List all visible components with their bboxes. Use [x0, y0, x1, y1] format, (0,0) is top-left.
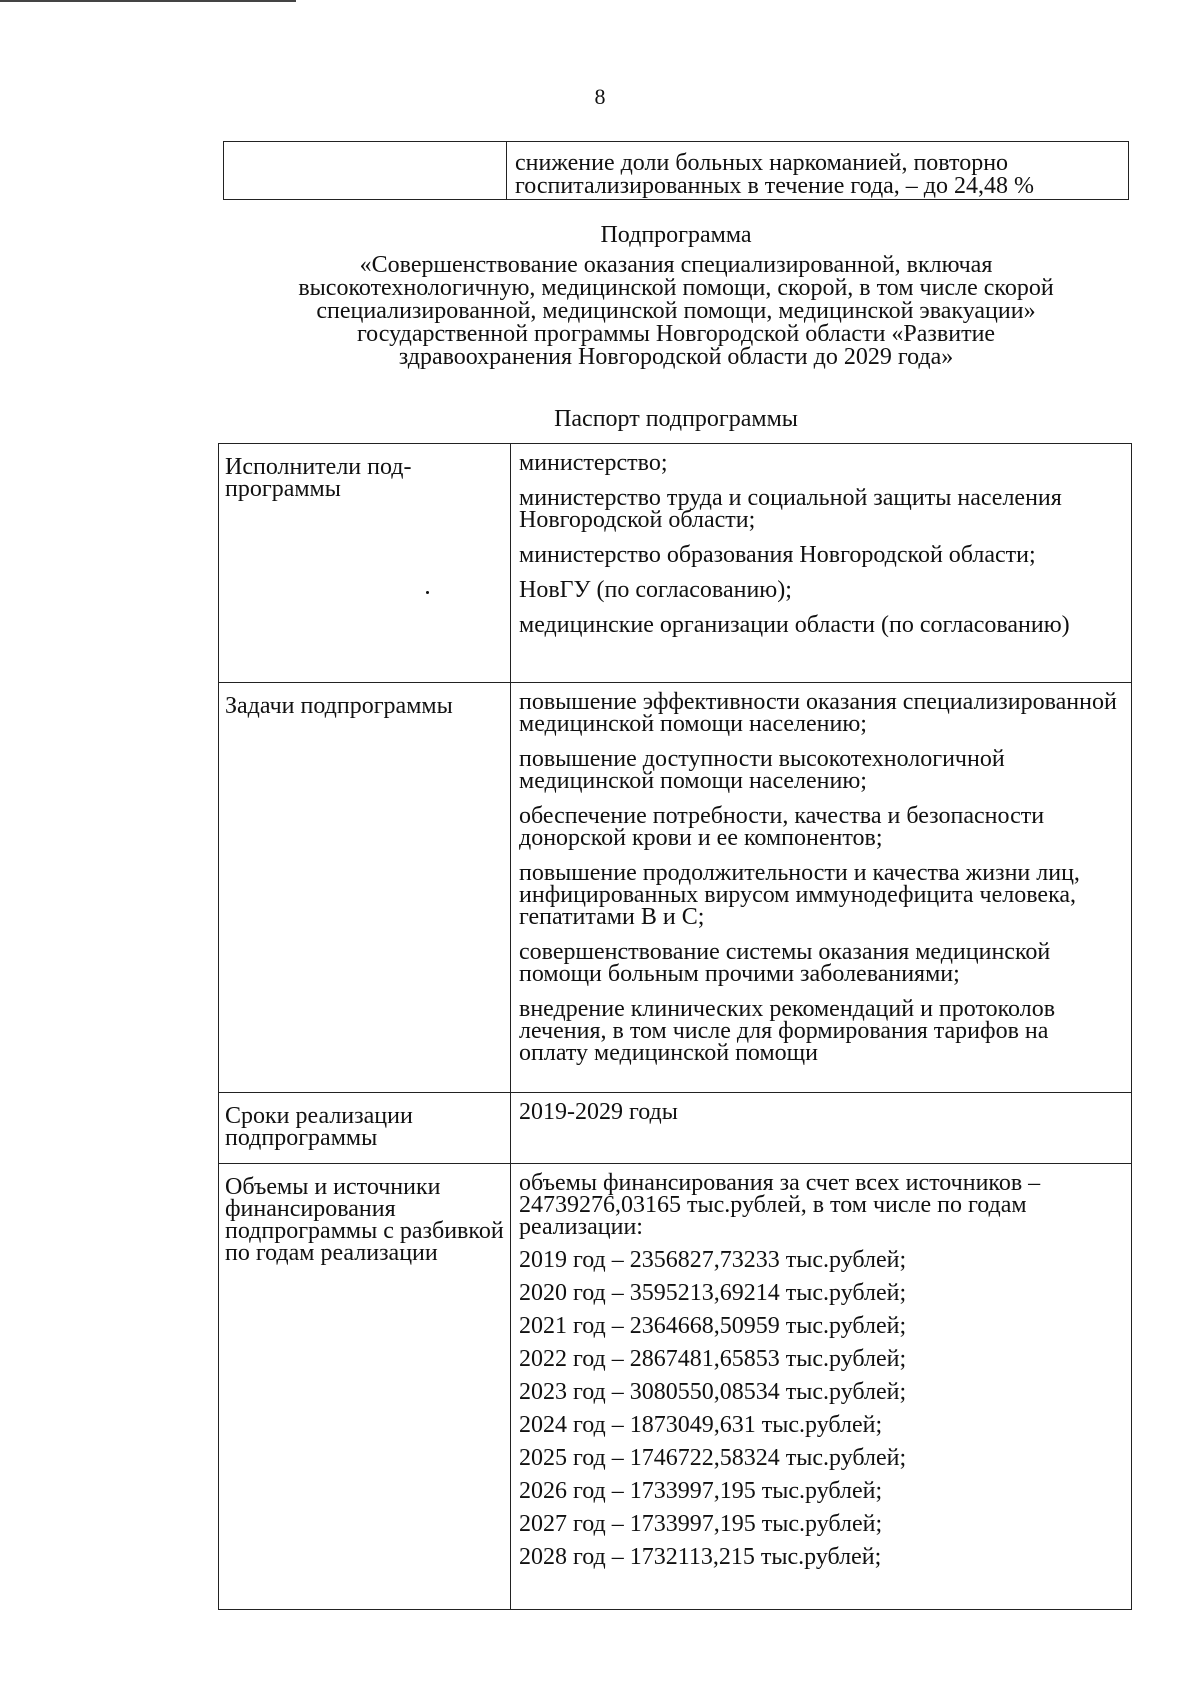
- continuation-table-text-cell: снижение доли больных наркоманией, повторно госпитализированных в течение года, – до 24,48 %: [515, 150, 1035, 199]
- task-item: совершенствование системы оказания медицинской помощи больным прочими заболеваниями;: [519, 939, 1051, 987]
- subprogram-title-line: высокотехнологичную, медицинской помощи, скорой, в том числе скорой: [298, 275, 1054, 301]
- tasks-label: Задачи подпрограммы: [219, 683, 511, 1093]
- executors-label: Исполнители под-программы: [219, 444, 511, 683]
- funding-year-item: 2020 год – 3595213,69214 тыс.рублей;: [519, 1280, 907, 1306]
- funding-year-item: 2019 год – 2356827,73233 тыс.рублей;: [519, 1247, 907, 1273]
- stray-dot: [426, 591, 429, 594]
- executor-item: министерство труда и социальной защиты населения Новгородской области;: [519, 485, 1062, 533]
- subprogram-title-line: специализированной, медицинской помощи, медицинской эвакуации»: [316, 298, 1036, 324]
- subprogram-title-line: «Совершенствование оказания специализированной, включая: [359, 252, 993, 278]
- subprogram-title: [220, 254, 1132, 369]
- task-item: повышение доступности высокотехнологичной медицинской помощи населению;: [519, 746, 1005, 794]
- funding-year-item: 2023 год – 3080550,08534 тыс.рублей;: [519, 1379, 907, 1405]
- passport-row-funding: [219, 1164, 1132, 1610]
- executor-item: НовГУ (по согласованию);: [519, 577, 792, 603]
- page-number: 8: [594, 84, 606, 109]
- terms-label: Сроки реализации подпрограммы: [219, 1093, 511, 1164]
- funding-year-item: 2027 год – 1733997,195 тыс.рублей;: [519, 1511, 883, 1537]
- terms-value: 2019-2029 годы: [519, 1099, 678, 1125]
- passport-table: [218, 443, 1132, 1610]
- continuation-table-empty-cell: [224, 142, 507, 199]
- executor-item: министерство;: [519, 450, 668, 476]
- executors-content: [511, 444, 1132, 683]
- task-item: обеспечение потребности, качества и безопасности донорской крови и ее компонентов;: [519, 803, 1045, 851]
- tasks-content: [511, 683, 1132, 1093]
- subprogram-title-line: здравоохранения Новгородской области до 2029 года»: [398, 344, 954, 370]
- funding-content: [511, 1164, 1132, 1610]
- funding-year-item: 2021 год – 2364668,50959 тыс.рублей;: [519, 1313, 907, 1339]
- passport-title: Паспорт подпрограммы: [554, 406, 798, 432]
- funding-year-item: 2028 год – 1732113,215 тыс.рублей;: [519, 1544, 882, 1570]
- executor-item: медицинские организации области (по согласованию): [519, 612, 1070, 638]
- funding-year-item: 2026 год – 1733997,195 тыс.рублей;: [519, 1478, 883, 1504]
- funding-intro: объемы финансирования за счет всех источников – 24739276,03165 тыс.рублей, в том числе по годам реализации:: [519, 1170, 1041, 1240]
- continuation-table: [223, 141, 1129, 200]
- subprogram-title-line: государственной программы Новгородской области «Развитие: [356, 321, 996, 347]
- funding-year-item: 2024 год – 1873049,631 тыс.рублей;: [519, 1412, 883, 1438]
- executor-item: министерство образования Новгородской области;: [519, 542, 1036, 568]
- task-item: повышение эффективности оказания специализированной медицинской помощи населению;: [519, 689, 1117, 737]
- passport-row-terms: [219, 1093, 1132, 1164]
- task-item: повышение продолжительности и качества жизни лиц, инфицированных вирусом иммунодефицита человека, гепатитами В и С;: [519, 860, 1080, 930]
- funding-year-item: 2022 год – 2867481,65853 тыс.рублей;: [519, 1346, 907, 1372]
- passport-row-tasks: [219, 683, 1132, 1093]
- top-rule: [0, 0, 296, 2]
- terms-content: [511, 1093, 1132, 1164]
- passport-row-executors: [219, 444, 1132, 683]
- funding-year-item: 2025 год – 1746722,58324 тыс.рублей;: [519, 1445, 907, 1471]
- task-item: внедрение клинических рекомендаций и протоколов лечения, в том числе для формирования тарифов на оплату медицинской помощи: [519, 996, 1056, 1066]
- funding-label: Объемы и источники финансирования подпрограммы с разбивкой по годам реализации: [219, 1164, 511, 1610]
- subprogram-label: Подпрограмма: [600, 222, 752, 248]
